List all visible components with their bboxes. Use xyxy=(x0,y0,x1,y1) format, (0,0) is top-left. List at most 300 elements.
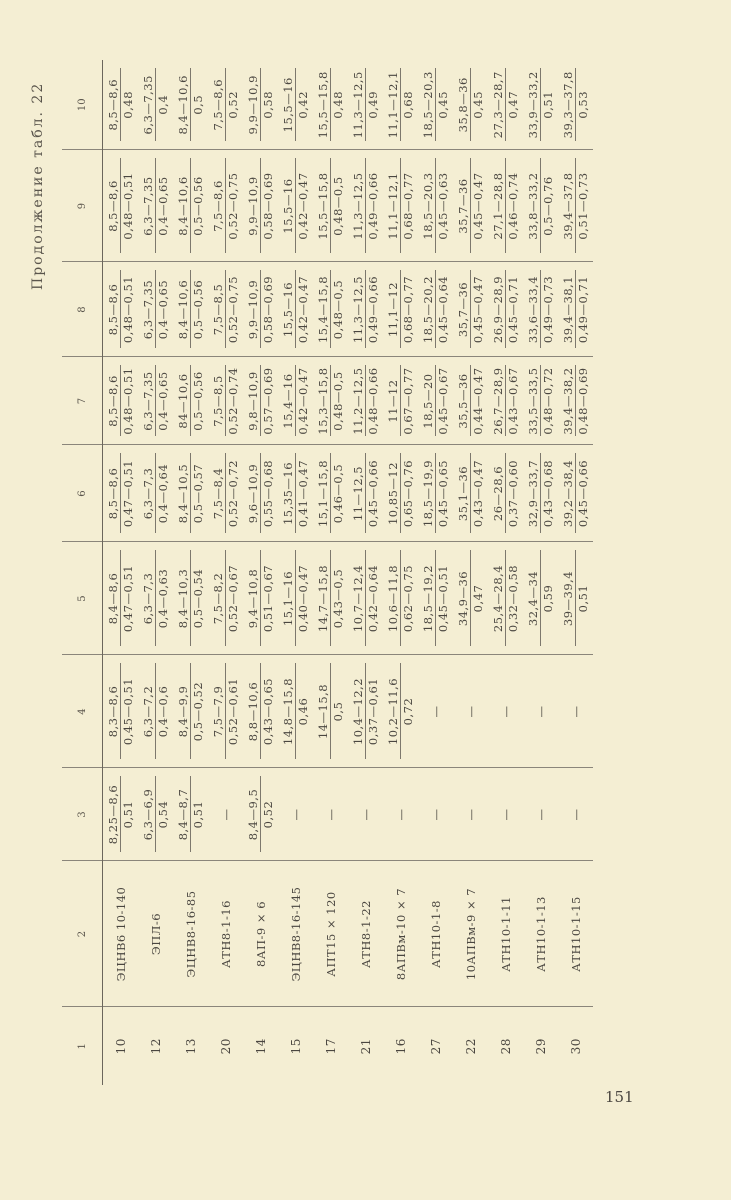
coefficient-value: 0,45 xyxy=(435,68,450,142)
range-value: 6,3—7,35 xyxy=(141,279,155,340)
coefficient-value: 0,52—0,67 xyxy=(225,551,240,647)
column-header-1: 1 xyxy=(62,1007,103,1085)
rotated-table-container xyxy=(62,60,592,1085)
table-cell xyxy=(278,768,313,861)
table-cell xyxy=(453,357,488,445)
coefficient-value: 0,48—0,69 xyxy=(576,367,590,435)
empty-dash: — xyxy=(568,808,583,821)
table-cell xyxy=(348,542,383,655)
range-value: 18,5—20,2 xyxy=(421,275,435,344)
empty-dash: — xyxy=(393,808,408,821)
coefficient-value: 0,45—0,51 xyxy=(435,551,450,647)
range-value: 8,4—10,5 xyxy=(176,463,190,524)
coefficient-value: 0,45—0,51 xyxy=(120,664,135,760)
pump-model: ЭЦНВ8-16-145 xyxy=(278,861,313,1007)
table-cell xyxy=(103,60,139,150)
table-cell xyxy=(103,262,139,357)
table-cell xyxy=(173,655,208,768)
range-value: 8,4—10,3 xyxy=(176,568,190,629)
coefficient-value: 0,46—0,74 xyxy=(505,159,520,254)
table-cell xyxy=(208,768,243,861)
empty-dash: — xyxy=(218,808,233,821)
range-value: 11,3—12,5 xyxy=(351,71,365,139)
coefficient-value: 0,48—0,5 xyxy=(330,271,345,349)
range-value: 6,3—7,3 xyxy=(141,467,155,520)
pump-model: АТН10-1-13 xyxy=(523,861,558,1007)
range-value: 7,5—8,5 xyxy=(211,375,225,427)
row-number: 29 xyxy=(533,1038,548,1055)
table-cell xyxy=(488,150,523,262)
table-cell xyxy=(138,655,173,768)
range-value: 8,8—10,6 xyxy=(246,681,260,742)
coefficient-value: 0,68—0,77 xyxy=(400,159,415,254)
table-cell xyxy=(453,262,488,357)
pump-model: ЭПЛ-6 xyxy=(138,861,173,1007)
coefficient-value: 0,45—0,67 xyxy=(436,367,450,435)
table-cell xyxy=(208,262,243,357)
coefficient-value: 0,49 xyxy=(365,68,380,142)
range-value: 15,5—15,8 xyxy=(316,71,330,139)
coefficient-value: 0,37—0,60 xyxy=(505,454,520,534)
coefficient-value: 0,47 xyxy=(470,551,485,647)
coefficient-value: 0,51 xyxy=(120,777,135,853)
coefficient-value: 0,4—0,65 xyxy=(155,366,170,437)
coefficient-value: 0,48—0,51 xyxy=(120,159,135,254)
table-cell xyxy=(418,445,453,542)
pump-model: АТН10-1-8 xyxy=(418,861,453,1007)
pump-model: 8АПВм-10 × 7 xyxy=(383,861,418,1007)
table-cell xyxy=(208,60,243,150)
table-cell xyxy=(278,150,313,262)
coefficient-value: 0,49—0,66 xyxy=(365,271,380,349)
table-row xyxy=(348,60,383,1085)
row-number: 22 xyxy=(463,1038,478,1055)
coefficient-value: 0,47—0,51 xyxy=(120,454,135,534)
range-value: 11,1—12 xyxy=(386,281,400,338)
coefficient-value: 0,68—0,77 xyxy=(400,271,415,349)
range-value: 32,9—33,7 xyxy=(526,459,540,528)
table-cell xyxy=(523,768,558,861)
coefficient-value: 0,48—0,51 xyxy=(120,271,135,349)
range-value: 8,4—9,5 xyxy=(246,788,260,841)
table-cell xyxy=(523,60,558,150)
range-value: 6,3—7,35 xyxy=(141,371,155,431)
coefficient-value: 0,45—0,47 xyxy=(470,271,485,349)
table-cell xyxy=(103,150,139,262)
table-cell xyxy=(453,150,488,262)
pump-model: ЭЦНВ8-16-85 xyxy=(173,861,208,1007)
coefficient-value: 0,45—0,64 xyxy=(435,271,450,349)
table-row xyxy=(488,60,523,1085)
coefficient-value: 0,65—0,76 xyxy=(400,454,415,534)
coefficient-value: 0,4—0,63 xyxy=(155,551,170,647)
table-cell xyxy=(313,768,348,861)
range-value: 15,5—16 xyxy=(281,178,295,234)
header-row xyxy=(62,60,103,1085)
table-cell xyxy=(138,262,173,357)
table-cell xyxy=(138,542,173,655)
table-cell xyxy=(558,357,593,445)
range-value: 8,5—8,6 xyxy=(106,78,120,131)
range-value: 25,4—28,4 xyxy=(491,564,505,633)
range-value: 11—12,5 xyxy=(351,465,365,522)
table-cell xyxy=(208,655,243,768)
range-value: 7,5—8,5 xyxy=(211,283,225,336)
range-value: 10,7—12,4 xyxy=(351,564,365,633)
coefficient-value: 0,32—0,58 xyxy=(505,551,520,647)
coefficient-value: 0,49—0,73 xyxy=(540,271,555,349)
range-value: 8,4—10,6 xyxy=(176,279,190,340)
table-cell xyxy=(103,768,139,861)
coefficient-value: 0,48 xyxy=(330,68,345,142)
coefficient-value: 0,45—0,71 xyxy=(505,271,520,349)
range-value: 10,6—11,8 xyxy=(386,564,400,633)
row-number: 27 xyxy=(428,1038,443,1055)
table-cell xyxy=(173,445,208,542)
table-cell xyxy=(138,768,173,861)
range-value: 11,3—12,5 xyxy=(351,275,365,344)
range-value: 8,4—10,6 xyxy=(176,75,190,135)
coefficient-value: 0,51 xyxy=(540,68,555,142)
coefficient-value: 0,57—0,69 xyxy=(261,367,275,435)
column-header-5: 5 xyxy=(62,542,103,655)
range-value: 39,3—37,8 xyxy=(561,71,575,139)
table-cell xyxy=(348,262,383,357)
range-value: 18,5—20,3 xyxy=(421,71,435,139)
row-number: 16 xyxy=(393,1038,408,1055)
table-cell xyxy=(488,768,523,861)
row-number: 20 xyxy=(218,1038,233,1055)
coefficient-value: 0,47 xyxy=(505,68,520,142)
coefficient-value: 0,58—0,69 xyxy=(260,271,275,349)
range-value: 6,3—7,35 xyxy=(141,176,155,236)
table-cell xyxy=(208,542,243,655)
range-value: 27,3—28,7 xyxy=(491,71,505,139)
range-value: 35,1—36 xyxy=(456,465,470,522)
coefficient-value: 0,4—0,65 xyxy=(155,159,170,254)
coefficient-value: 0,52 xyxy=(225,68,240,142)
coefficient-value: 0,46 xyxy=(295,664,310,760)
range-value: 7,5—7,9 xyxy=(211,685,225,738)
range-value: 18,5—19,2 xyxy=(421,564,435,633)
table-row xyxy=(453,60,488,1085)
range-value: 32,4—34 xyxy=(526,570,540,627)
coefficient-value: 0,48 xyxy=(120,68,135,142)
table-row xyxy=(418,60,453,1085)
coefficient-value: 0,42 xyxy=(295,68,310,142)
range-value: 9,9—10,9 xyxy=(246,75,260,135)
table-row xyxy=(278,60,313,1085)
coefficient-value: 0,4—0,64 xyxy=(155,454,170,534)
table-cell xyxy=(453,655,488,768)
table-cell xyxy=(418,655,453,768)
table-cell xyxy=(383,262,418,357)
table-cell xyxy=(418,150,453,262)
table-cell xyxy=(313,262,348,357)
coefficient-value: 0,45—0,66 xyxy=(575,454,590,534)
coefficient-value: 0,5—0,56 xyxy=(190,271,205,349)
coefficient-value: 0,52 xyxy=(260,777,275,853)
range-value: 8,5—8,6 xyxy=(106,283,120,336)
empty-dash: — xyxy=(498,808,513,821)
data-table xyxy=(62,60,593,1085)
range-value: 14—15,8 xyxy=(316,683,330,740)
coefficient-value: 0,45—0,47 xyxy=(470,159,485,254)
coefficient-value: 0,43—0,5 xyxy=(330,551,345,647)
coefficient-value: 0,40—0,47 xyxy=(295,551,310,647)
table-cell xyxy=(278,445,313,542)
range-value: 26,9—28,9 xyxy=(491,275,505,344)
range-value: 9,8—10,9 xyxy=(246,371,260,431)
column-header-7: 7 xyxy=(62,357,103,445)
table-cell xyxy=(243,445,278,542)
coefficient-value: 0,51 xyxy=(575,551,590,647)
table-cell xyxy=(313,655,348,768)
range-value: 39,4—37,8 xyxy=(561,172,575,240)
table-cell xyxy=(173,150,208,262)
range-value: 84—10,6 xyxy=(176,373,190,429)
row-number: 30 xyxy=(568,1038,583,1055)
range-value: 7,5—8,4 xyxy=(211,467,225,520)
table-cell xyxy=(383,768,418,861)
empty-dash: — xyxy=(288,808,303,821)
coefficient-value: 0,62—0,75 xyxy=(400,551,415,647)
coefficient-value: 0,52—0,72 xyxy=(225,454,240,534)
table-cell xyxy=(313,150,348,262)
table-cell xyxy=(488,357,523,445)
pump-model: ЭЦНВ6 10-140 xyxy=(103,861,139,1007)
coefficient-value: 0,47—0,51 xyxy=(120,551,135,647)
table-cell xyxy=(418,768,453,861)
row-number: 28 xyxy=(498,1038,513,1055)
table-cell xyxy=(138,445,173,542)
coefficient-value: 0,58 xyxy=(260,68,275,142)
table-cell xyxy=(418,262,453,357)
coefficient-value: 0,5—0,52 xyxy=(190,664,205,760)
row-number: 12 xyxy=(148,1038,163,1055)
range-value: 39,2—38,4 xyxy=(561,459,575,528)
coefficient-value: 0,42—0,64 xyxy=(365,551,380,647)
table-cell xyxy=(348,60,383,150)
coefficient-value: 0,55—0,68 xyxy=(260,454,275,534)
table-cell xyxy=(243,542,278,655)
coefficient-value: 0,52—0,74 xyxy=(226,367,240,435)
coefficient-value: 0,49—0,66 xyxy=(365,159,380,254)
table-cell xyxy=(278,357,313,445)
coefficient-value: 0,49—0,71 xyxy=(575,271,590,349)
range-value: 11,1—12,1 xyxy=(386,71,400,139)
table-cell xyxy=(488,60,523,150)
table-cell xyxy=(523,150,558,262)
range-value: 33,8—33,2 xyxy=(526,172,540,240)
table-cell xyxy=(523,357,558,445)
range-value: 35,8—36 xyxy=(456,77,470,133)
coefficient-value: 0,43—0,68 xyxy=(540,454,555,534)
column-header-4: 4 xyxy=(62,655,103,768)
coefficient-value: 0,37—0,61 xyxy=(365,664,380,760)
table-cell xyxy=(278,655,313,768)
table-cell xyxy=(173,60,208,150)
table-cell xyxy=(383,445,418,542)
range-value: 11,2—12,5 xyxy=(351,367,365,435)
pump-model: АТН8-1-22 xyxy=(348,861,383,1007)
column-header-3: 3 xyxy=(62,768,103,861)
table-cell xyxy=(138,60,173,150)
empty-dash: — xyxy=(533,808,548,821)
empty-dash: — xyxy=(533,705,548,718)
coefficient-value: 0,5—0,76 xyxy=(540,159,555,254)
coefficient-value: 0,45 xyxy=(470,68,485,142)
table-cell xyxy=(173,262,208,357)
coefficient-value: 0,54 xyxy=(155,777,170,853)
range-value: 26—28,6 xyxy=(491,465,505,522)
coefficient-value: 0,51—0,67 xyxy=(260,551,275,647)
coefficient-value: 0,52—0,75 xyxy=(225,159,240,254)
coefficient-value: 0,58—0,69 xyxy=(260,159,275,254)
empty-dash: — xyxy=(498,705,513,718)
coefficient-value: 0,5—0,57 xyxy=(190,454,205,534)
range-value: 8,4—8,7 xyxy=(176,788,190,841)
coefficient-value: 0,51—0,73 xyxy=(575,159,590,254)
range-value: 18,5—20,3 xyxy=(421,172,435,240)
empty-dash: — xyxy=(428,705,443,718)
range-value: 15,4—15,8 xyxy=(316,275,330,344)
table-cell xyxy=(103,357,139,445)
row-number: 13 xyxy=(183,1038,198,1055)
range-value: 9,9—10,9 xyxy=(246,279,260,340)
table-cell xyxy=(208,150,243,262)
range-value: 7,5—8,2 xyxy=(211,572,225,625)
table-cell xyxy=(348,357,383,445)
table-cell xyxy=(383,60,418,150)
table-cell xyxy=(453,768,488,861)
range-value: 6,3—7,3 xyxy=(141,572,155,625)
table-cell xyxy=(453,445,488,542)
column-header-8: 8 xyxy=(62,262,103,357)
range-value: 15,5—16 xyxy=(281,281,295,338)
coefficient-value: 0,5 xyxy=(330,664,345,760)
column-header-6: 6 xyxy=(62,445,103,542)
range-value: 7,5—8,6 xyxy=(211,78,225,131)
empty-dash: — xyxy=(358,808,373,821)
range-value: 6,3—6,9 xyxy=(141,788,155,841)
table-cell xyxy=(348,768,383,861)
range-value: 35,7—36 xyxy=(456,281,470,338)
range-value: 9,4—10,8 xyxy=(246,568,260,629)
range-value: 9,9—10,9 xyxy=(246,176,260,236)
coefficient-value: 0,42—0,47 xyxy=(295,159,310,254)
table-cell xyxy=(243,60,278,150)
table-cell xyxy=(138,357,173,445)
table-cell xyxy=(488,542,523,655)
range-value: 6,3—7,35 xyxy=(141,75,155,135)
coefficient-value: 0,45—0,66 xyxy=(365,454,380,534)
coefficient-value: 0,52—0,75 xyxy=(225,271,240,349)
table-cell xyxy=(488,445,523,542)
range-value: 33,5—33,5 xyxy=(526,367,540,435)
range-value: 8,25—8,6 xyxy=(106,784,120,845)
table-cell xyxy=(348,655,383,768)
range-value: 15,1—15,8 xyxy=(316,459,330,528)
pump-model: АТН10-1-15 xyxy=(558,861,593,1007)
table-cell xyxy=(103,542,139,655)
range-value: 39—39,4 xyxy=(561,570,575,627)
table-cell xyxy=(523,655,558,768)
table-cell xyxy=(243,357,278,445)
coefficient-value: 0,5—0,56 xyxy=(190,159,205,254)
range-value: 8,5—8,6 xyxy=(106,467,120,520)
range-value: 8,4—10,6 xyxy=(176,176,190,236)
coefficient-value: 0,48—0,66 xyxy=(366,367,380,435)
coefficient-value: 0,52—0,61 xyxy=(225,664,240,760)
table-cell xyxy=(418,60,453,150)
range-value: 18,5—19,9 xyxy=(421,459,435,528)
table-cell xyxy=(243,655,278,768)
range-value: 27,1—28,8 xyxy=(491,172,505,240)
table-cell xyxy=(523,262,558,357)
table-cell xyxy=(418,542,453,655)
table-row xyxy=(313,60,348,1085)
pump-model: 8АП-9 × 6 xyxy=(243,861,278,1007)
table-cell xyxy=(278,542,313,655)
table-cell xyxy=(418,357,453,445)
pump-model: 10АПВм-9 × 7 xyxy=(453,861,488,1007)
table-cell xyxy=(383,150,418,262)
table-row xyxy=(138,60,173,1085)
coefficient-value: 0,43—0,65 xyxy=(260,664,275,760)
column-header-10: 10 xyxy=(62,60,103,150)
table-cell xyxy=(558,655,593,768)
range-value: 33,9—33,2 xyxy=(526,71,540,139)
table-cell xyxy=(348,150,383,262)
table-cell xyxy=(523,542,558,655)
range-value: 8,4—9,9 xyxy=(176,685,190,738)
range-value: 15,35—16 xyxy=(281,461,295,526)
table-row xyxy=(173,60,208,1085)
range-value: 14,7—15,8 xyxy=(316,564,330,633)
coefficient-value: 0,5 xyxy=(190,68,205,142)
column-header-9: 9 xyxy=(62,150,103,262)
table-cell xyxy=(173,357,208,445)
table-cell xyxy=(383,357,418,445)
column-header-2: 2 xyxy=(62,861,103,1007)
range-value: 10,2—11,6 xyxy=(386,677,400,746)
range-value: 35,5—36 xyxy=(456,373,470,429)
range-value: 9,6—10,9 xyxy=(246,463,260,524)
coefficient-value: 0,42—0,47 xyxy=(295,271,310,349)
coefficient-value: 0,72 xyxy=(400,664,415,760)
pump-model: АТН10-1-11 xyxy=(488,861,523,1007)
range-value: 8,5—8,6 xyxy=(106,180,120,232)
table-cell xyxy=(558,445,593,542)
table-row xyxy=(103,60,139,1085)
range-value: 6,3—7,2 xyxy=(141,685,155,738)
page-number: 151 xyxy=(605,1088,634,1106)
coefficient-value: 0,43—0,67 xyxy=(506,367,520,435)
table-cell xyxy=(173,542,208,655)
empty-dash: — xyxy=(428,808,443,821)
table-cell xyxy=(313,60,348,150)
row-number: 14 xyxy=(253,1038,268,1055)
table-cell xyxy=(208,357,243,445)
empty-dash: — xyxy=(323,808,338,821)
coefficient-value: 0,48—0,5 xyxy=(330,159,345,254)
coefficient-value: 0,45—0,65 xyxy=(435,454,450,534)
range-value: 10,4—12,2 xyxy=(351,677,365,746)
row-number: 17 xyxy=(323,1038,338,1055)
range-value: 10,85—12 xyxy=(386,461,400,526)
coefficient-value: 0,44—0,47 xyxy=(471,367,485,435)
